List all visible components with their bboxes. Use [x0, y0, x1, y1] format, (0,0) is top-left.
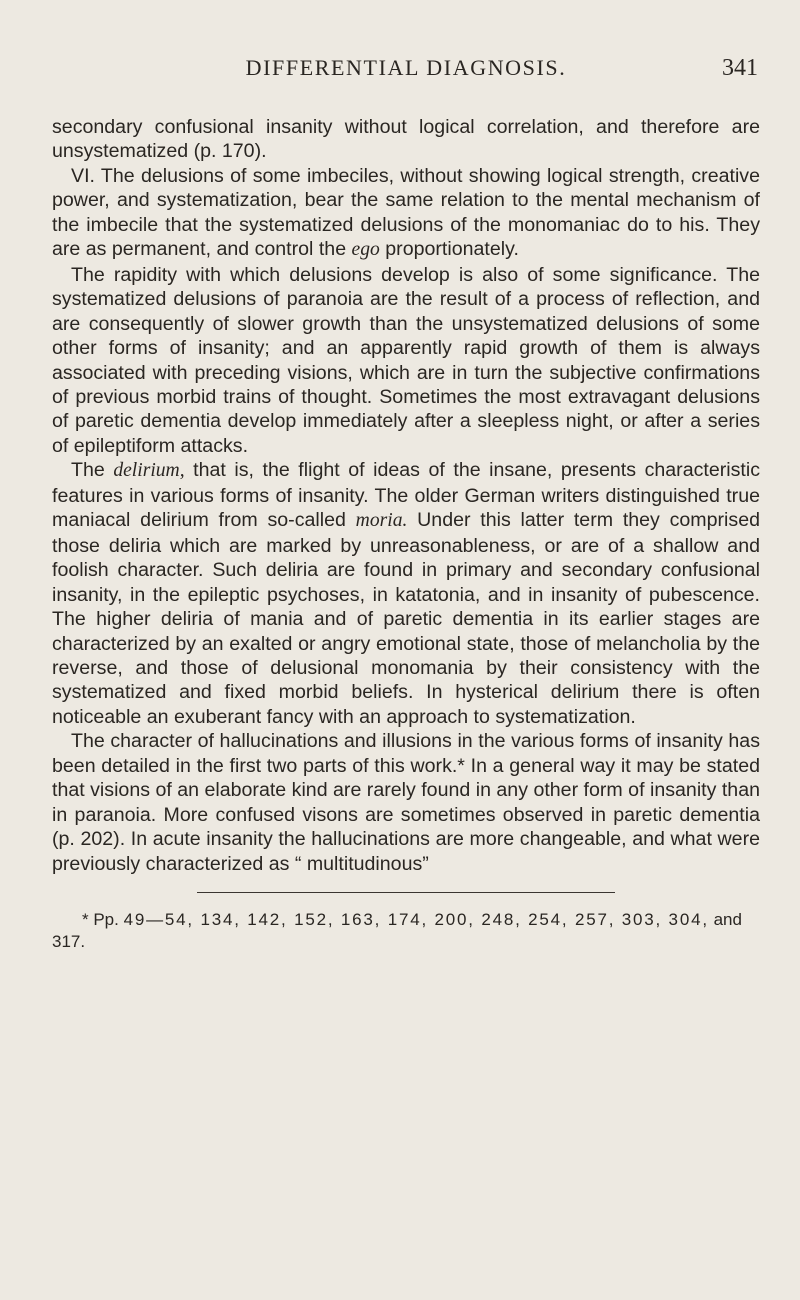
- paragraph: [52, 115, 760, 164]
- italic-term: moria.: [355, 510, 408, 532]
- text-run: The rapidity with which delusions develop is also of some significance. The systematized delusions of paranoia are the result of a process of reflection, and are consequently of slower growth than the unsystematized delusions of some other forms of insanity; and an apparently rapid growth of them is always associated with preceding visions, which are in turn the subjective confirmations of previous morbid trains of thought. Sometimes the most extravagant delusions of paretic dementia develop immediately after a sleepless night, or after a series of epileptiform attacks.: [52, 263, 760, 457]
- paragraph: [52, 458, 760, 729]
- book-page: [52, 55, 760, 953]
- text-run: secondary confusional insanity without logical correlation, and therefore are unsystematized (p. 170).: [52, 116, 760, 163]
- footnote-tail: and 317.: [52, 910, 742, 952]
- running-header: [52, 55, 760, 87]
- italic-term: ego: [351, 239, 380, 261]
- text-run: The character of hallucinations and illusions in the various forms of insanity has been detailed in the first two parts of this work.* In a general way it may be stated that visions of an elaborate kind are rarely found in any other form of insanity than in paranoia. More confused visons are sometimes observed in paretic dementia (p. 202). In acute insanity the hallucinations are more changeable, and what were previously characterized as “ multitudinous”: [52, 730, 760, 875]
- body-text: [52, 115, 760, 876]
- paragraph: [52, 729, 760, 876]
- italic-term: delirium,: [113, 460, 185, 482]
- text-run: proportionately.: [379, 238, 519, 261]
- text-run: VI. The delusions of some imbeciles, without showing logical strength, creative power, and systematization, bear the same relation to the mental mechanism of the imbecile that the systematized delusions of the monomaniac do to his. They are as permanent, and control the: [52, 164, 760, 261]
- text-run: The: [71, 459, 114, 482]
- text-run: Under this latter term they comprised those deliria which are marked by unreasonableness, or are of a shallow and foolish character. Such deliria are found in primary and secondary confusional insanity, in the epileptic psychoses, in katatonia, and in insanity of pubescence. The higher deliria of mania and of paretic dementia in its earlier stages are characterized by an exalted or angry emotional state, those of melancholia by the reverse, and those of delusional monomania by their consistency with the systematized and fixed morbid beliefs. In hysterical delirium there is often noticeable an exuberant fancy with an approach to systematization.: [52, 509, 760, 728]
- paragraph: [52, 263, 760, 459]
- paragraph: [52, 164, 760, 263]
- text-run: that is, the flight of ideas of the insane, presents characteristic features in various forms of insanity. The older German writers distinguished true maniacal delirium from so-called: [52, 459, 760, 532]
- footnote-pages: 49—54, 134, 142, 152, 163, 174, 200, 248, 254, 257, 303, 304,: [123, 910, 709, 930]
- page-number: 341: [722, 55, 758, 81]
- footnote: [52, 909, 760, 953]
- chapter-title: DIFFERENTIAL DIAGNOSIS.: [245, 55, 567, 80]
- footnote-marker: * Pp.: [82, 910, 119, 930]
- footnote-divider: [197, 892, 615, 893]
